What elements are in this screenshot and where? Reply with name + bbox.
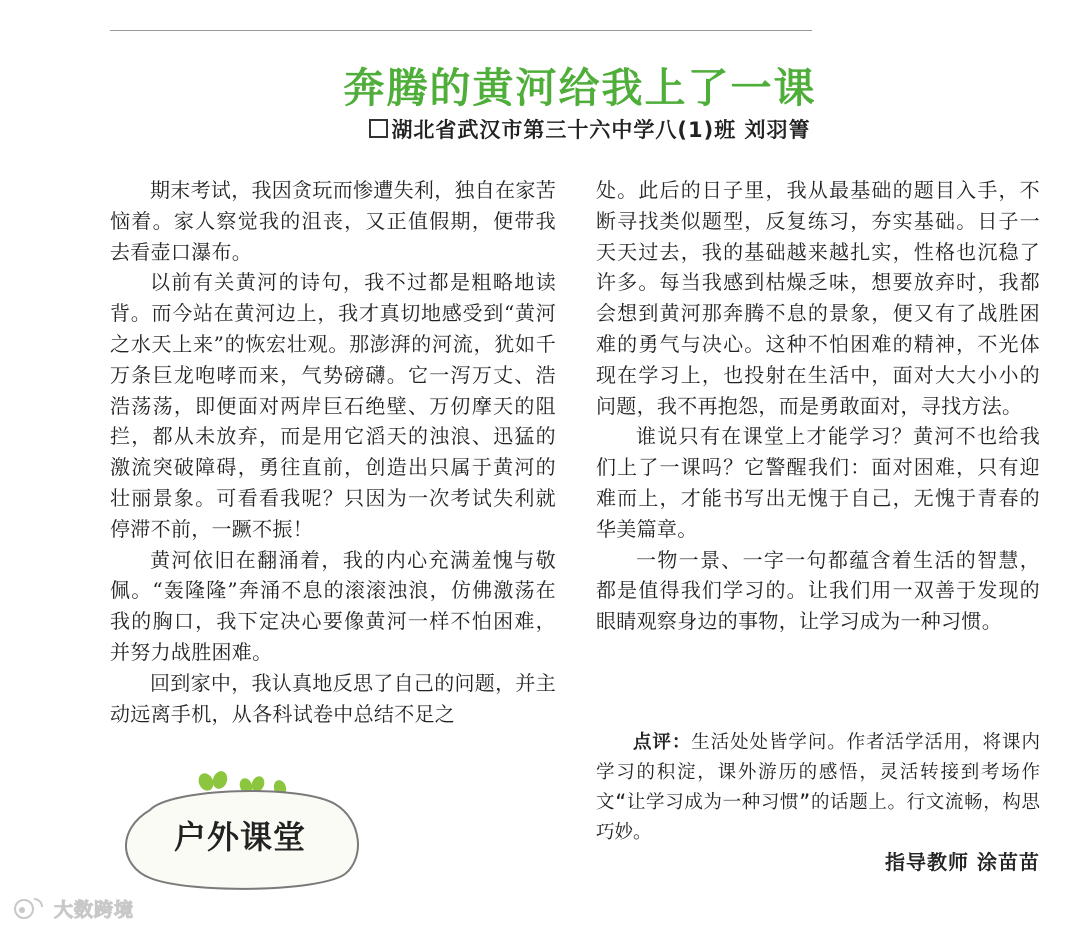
article-column-left [110,175,556,729]
watermark-text: 大数跨境 [54,899,135,921]
article-column-right [596,175,1040,637]
section-badge-label: 户外课堂 [173,818,306,856]
square-icon [369,119,388,138]
teacher-comment [596,728,1040,848]
comment-label: 点评： [633,732,692,753]
paragraph: 谁说只有在课堂上才能学习？黄河不也给我们上了一课吗？它警醒我们：面对困难，只有迎难而上，才能书写出无愧于自己，无愧于青春的华美篇章。 [596,424,1040,541]
paragraph: 以前有关黄河的诗句，我不过都是粗略地读背。而今站在黄河边上，我才真切地感受到“黄河之水天上来”的恢宏壮观。那澎湃的河流，犹如千万条巨龙咆哮而来，气势磅礴。它一泻万丈、浩浩荡荡，即便面对两岸巨石绝壁、万仞摩天的阻拦，都从未放弃，而是用它滔天的浊浪、迅猛的激流突破障碍，勇往直前，创造出只属于黄河的壮丽景象。可看看我呢？只因为一次考试失利就停滞不前，一蹶不振！ [110,270,556,541]
author-byline [330,115,850,145]
paragraph: 处。此后的日子里，我从最基础的题目入手，不断寻找类似题型，反复练习，夯实基础。日子一天天过去，我的基础越来越扎实，性格也沉稳了许多。每当我感到枯燥乏味，想要放弃时，我都会想到黄河那奔腾不息的景象，便又有了战胜困难的勇气与决心。这种不怕困难的精神，不光体现在学习上，也投射在生活中，面对大大小小的问题，我不再抱怨，而是勇敢面对，寻找方法。 [596,178,1040,418]
paragraph: 黄河依旧在翻涌着，我的内心充满羞愧与敬佩。“轰隆隆”奔涌不息的滚滚浊浪，仿佛激荡在我的胸口，我下定决心要像黄河一样不怕困难，并努力战胜困难。 [110,547,556,664]
paragraph: 回到家中，我认真地反思了自己的问题，并主动远离手机，从各科试卷中总结不足之 [110,670,556,726]
watermark [8,894,135,921]
paragraph: 一物一景、一字一句都蕴含着生活的智慧，都是值得我们学习的。让我们用一双善于发现的眼睛观察身边的事物，让学习成为一种习惯。 [596,547,1040,634]
weibo-logo-icon [8,894,48,920]
instructor-credit: 指导教师 涂苗苗 [885,850,1040,874]
article-title: 奔腾的黄河给我上了一课 [343,64,817,112]
top-rule [110,30,812,31]
comment-text: 生活处处皆学问。作者活学活用，将课内学习的积淀，课外游历的感悟，灵活转接到考场作文“让学习成为一种习惯”的话题上。行文流畅，构思巧妙。 [596,732,1040,843]
byline-text: 湖北省武汉市第三十六中学八(1)班 刘羽箐 [391,118,811,142]
paragraph: 期末考试，我因贪玩而惨遭失利，独自在家苦恼着。家人察觉我的沮丧，又正值假期，便带我去看壶口瀑布。 [110,178,556,264]
